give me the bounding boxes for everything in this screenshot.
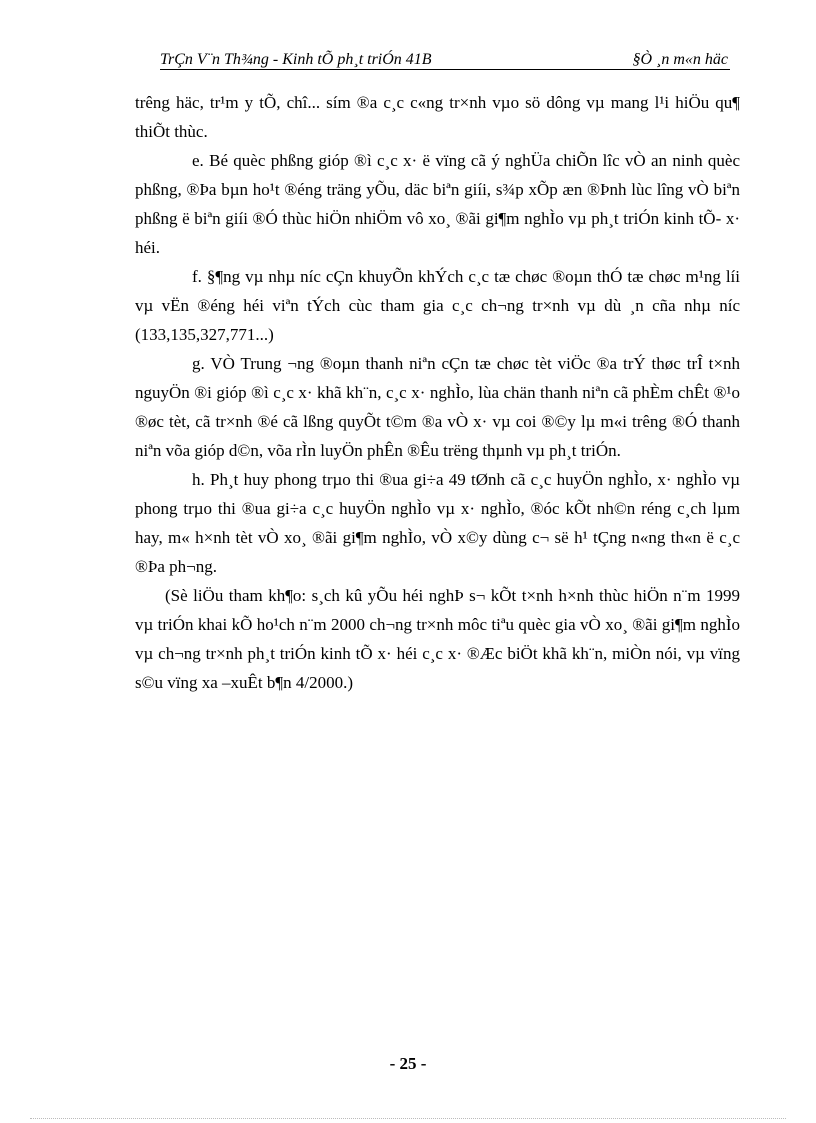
- running-header: [160, 50, 730, 70]
- paragraph-continuation: trêng häc, tr¹m y tÕ, chî... sím ®a c¸c c«ng tr×nh vµo sö dông vµ mang l¹i hiÖu qu¶ thiÕt thùc.: [135, 93, 740, 141]
- header-rule: [160, 69, 730, 70]
- page-bottom-divider: [30, 1118, 786, 1119]
- paragraph-item-g: g. VÒ Trung ¬ng ®oµn thanh niªn cÇn tæ chøc tèt viÖc ®a trÝ thøc trÎ t×nh nguyÖn ®i gióp ®ì c¸c x· khã kh¨n, c¸c x· nghÌo, lùa chän thanh niªn cã phÈm chÊt ®¹o ®øc tèt, cã tr×nh ®é cã lßng quyÕt t©m ®a vÒ x· vµ coi ®©y lµ m«i trêng ®Ó thanh niªn võa gióp d©n, võa rÌn luyÖn phÊn ®Êu trëng thµnh vµ ph¸t triÓn.: [135, 354, 740, 460]
- paragraph-item-e: e. Bé quèc phßng gióp ®ì c¸c x· ë vïng cã ý nghÜa chiÕn lîc vÒ an ninh quèc phßng, ®Þa bµn ho¹t ®éng träng yÕu, däc biªn giíi, s¾p xÕp æn ®Þnh lùc lîng vÒ biªn phßng ë biªn giíi ®Ó thùc hiÖn nhiÖm vô xo¸ ®ãi gi¶m nghÌo vµ ph¸t triÓn kinh tÕ- x· héi.: [135, 151, 740, 257]
- page-number: - 25 -: [389, 1054, 427, 1073]
- header-report-title: §Ò ¸n m«n häc: [632, 51, 728, 68]
- paragraph-item-f: f. §¶ng vµ nhµ níc cÇn khuyÕn khÝch c¸c tæ chøc ®oµn thÓ tæ chøc m¹ng líi vµ vËn ®éng héi viªn tÝch cùc tham gia c¸c ch¬ng tr×nh vµ dù ¸n cña nhµ níc (133,135,327,771...): [135, 267, 740, 344]
- body-text: [135, 88, 740, 697]
- reference-note: (Sè liÖu tham kh¶o: s¸ch kû yÕu héi nghÞ s¬ kÕt t×nh h×nh thùc hiÖn n¨m 1999 vµ triÓn khai kÕ ho¹ch n¨m 2000 ch¬ng tr×nh môc tiªu quèc gia vÒ xo¸ ®ãi gi¶m nghÌo vµ ch¬ng tr×nh ph¸t triÓn kinh tÕ x· héi c¸c x· ®Æc biÖt khã kh¨n, miÒn nói, vµ vïng s©u vïng xa –xuÊt b¶n 4/2000.): [135, 586, 740, 692]
- header-author-course: TrÇn V¨n Th¾ng - Kinh tÕ ph¸t triÓn 41B: [160, 51, 432, 68]
- paragraph-item-h: h. Ph¸t huy phong trµo thi ®ua gi÷a 49 tØnh cã c¸c huyÖn nghÌo, x· nghÌo vµ phong trµo thi ®ua gi÷a c¸c huyÖn nghÌo vµ x· nghÌo, ®óc kÕt nh©n réng c¸ch lµm hay, m« h×nh tèt vÒ xo¸ ®ãi gi¶m nghÌo, vÒ x©y dùng c¬ së h¹ tÇng n«ng th«n ë c¸c ®Þa ph¬ng.: [135, 470, 740, 576]
